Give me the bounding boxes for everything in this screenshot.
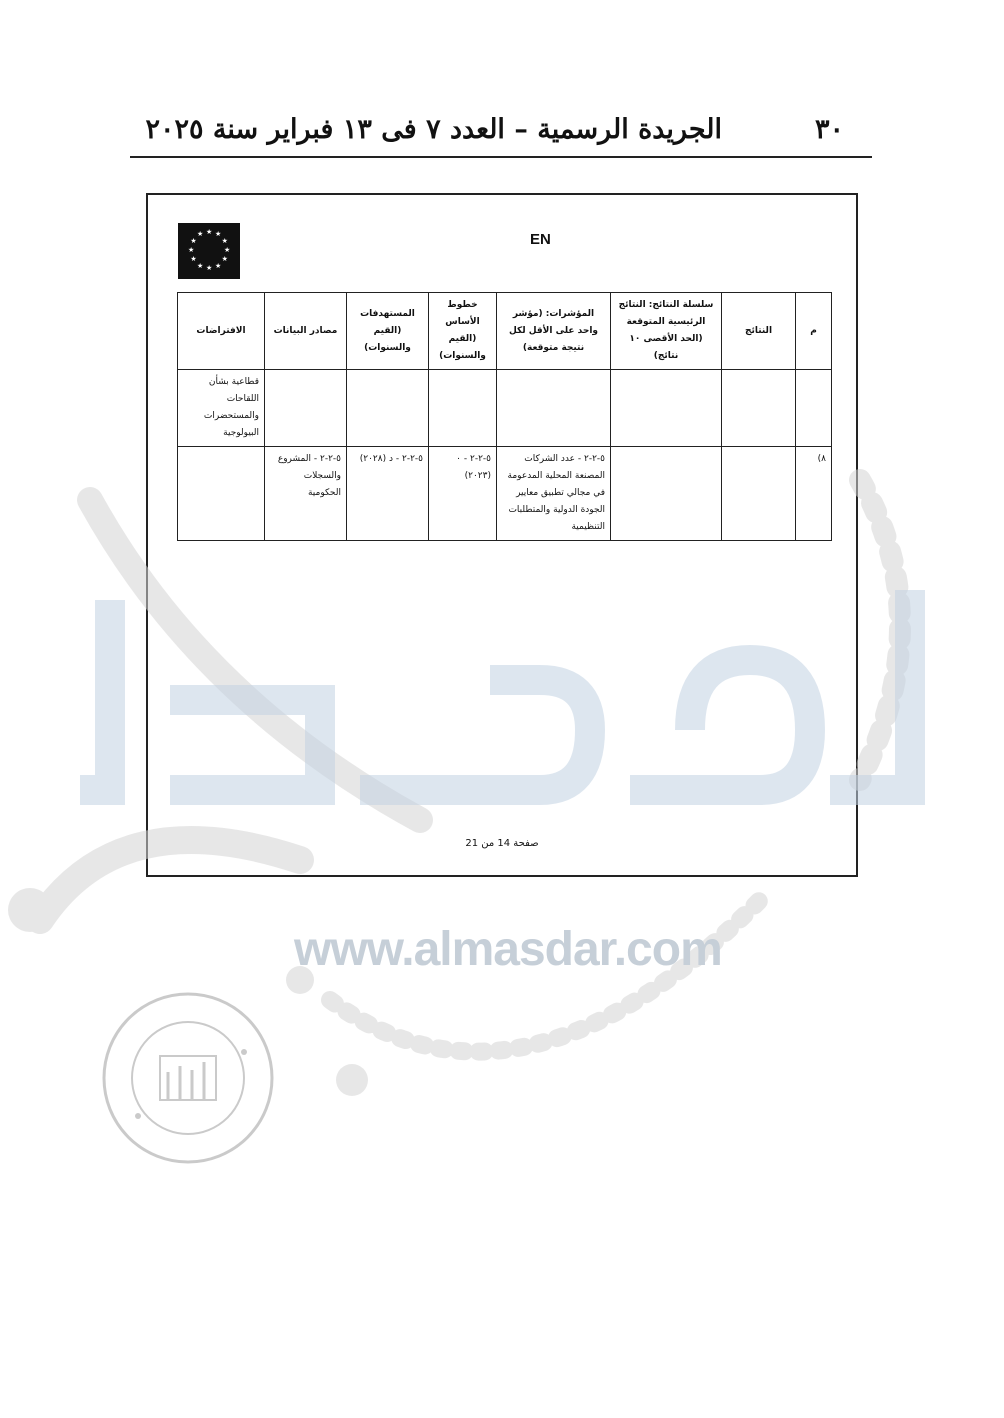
table-cell: ٥-٢-٢ - ٠ (٢٠٢٣)	[429, 447, 497, 541]
table-cell: ٥-٢-٢ - عدد الشركات المصنعة المحلية المدعومة في مجالي تطبيق معايير الجودة الدولية والمتطلبات التنظيمية	[497, 447, 611, 541]
column-header: النتائج	[722, 293, 796, 370]
document-page-footer: صفحة 14 من 21	[465, 838, 539, 849]
table-cell	[796, 370, 832, 447]
star-icon: ★	[215, 230, 222, 239]
table-cell: قطاعية بشأن اللقاحات والمستحضرات البيولوجية	[178, 370, 265, 447]
star-icon: ★	[215, 261, 222, 270]
watermark-url: www.almasdar.com	[294, 923, 722, 976]
table-cell: ٥-٢-٢ - المشروع والسجلات الحكومية	[265, 447, 347, 541]
star-icon: ★	[197, 230, 204, 239]
column-header: الافتراضات	[178, 293, 265, 370]
star-icon: ★	[224, 246, 231, 254]
star-icon: ★	[221, 237, 228, 245]
star-icon: ★	[190, 255, 197, 263]
column-header: سلسلة النتائج: النتائج الرئيسية المتوقعة (الحد الأقصى ١٠ نتائج)	[611, 293, 722, 370]
star-icon: ★	[188, 246, 195, 254]
table-cell: ٨)	[796, 447, 832, 541]
table-cell	[497, 370, 611, 447]
ministry-seal-icon	[98, 988, 278, 1168]
table-header-row	[178, 293, 832, 370]
page-number: ٣٠	[814, 114, 844, 145]
table-cell	[347, 370, 429, 447]
watermark-logo	[70, 580, 940, 820]
star-icon: ★	[206, 228, 213, 236]
star-icon: ★	[190, 237, 197, 245]
column-header: م	[796, 293, 832, 370]
table-cell	[429, 370, 497, 447]
eu-flag-icon	[178, 223, 240, 279]
table-cell	[611, 370, 722, 447]
table-row	[178, 370, 832, 447]
table-cell: ٥-٢-٢ - د (٢٠٢٨)	[347, 447, 429, 541]
star-icon: ★	[206, 264, 213, 272]
column-header: المستهدفات (القيم والسنوات)	[347, 293, 429, 370]
column-header: مصادر البيانات	[265, 293, 347, 370]
table-cell	[265, 370, 347, 447]
gazette-title: الجريدة الرسمية – العدد ٧ فى ١٣ فبراير سنة ٢٠٢٥	[145, 114, 722, 145]
column-header: خطوط الأساس (القيم والسنوات)	[429, 293, 497, 370]
column-header: المؤشرات: (مؤشر واحد على الأقل لكل نتيجة متوقعة)	[497, 293, 611, 370]
language-code: EN	[530, 231, 551, 248]
page-header	[130, 108, 872, 158]
star-icon: ★	[197, 261, 204, 270]
star-icon: ★	[221, 255, 228, 263]
table-cell	[722, 370, 796, 447]
